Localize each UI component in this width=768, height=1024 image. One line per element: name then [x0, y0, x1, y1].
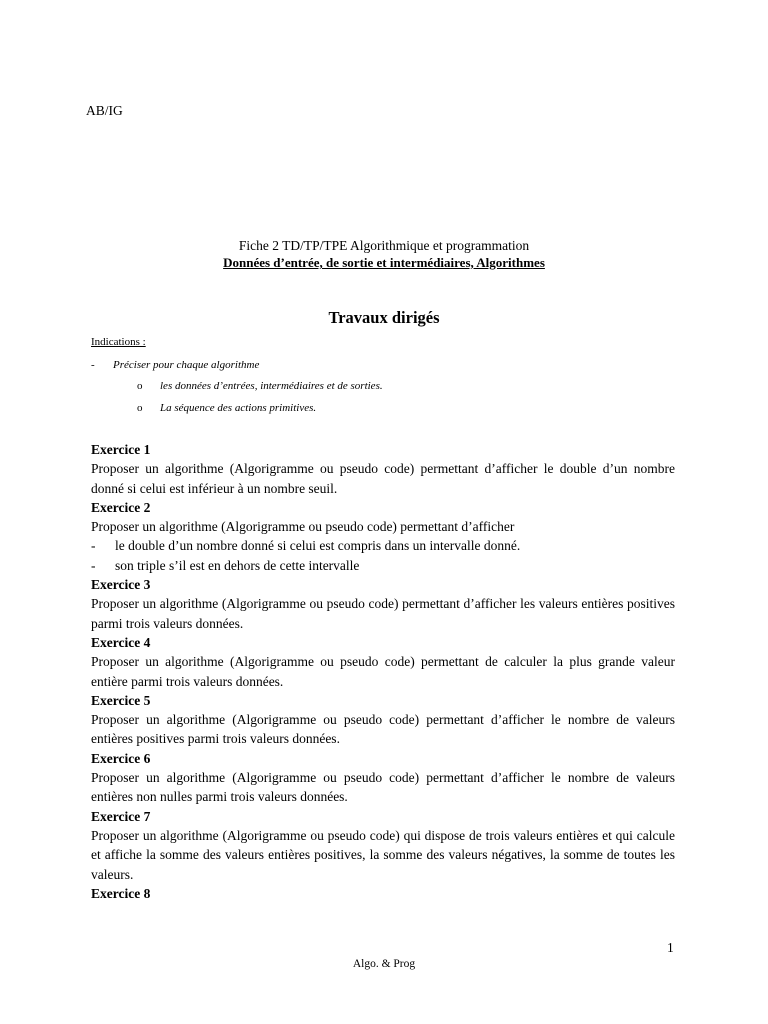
exercise-list-item-text: son triple s’il est en dehors de cette intervalle [115, 557, 360, 573]
indications-sub-item-text: La séquence des actions primitives. [160, 402, 317, 414]
exercise-text: Proposer un algorithme (Algorigramme ou pseudo code) permettant de calculer la plus grande valeur entière parmi trois valeurs données. [91, 654, 675, 689]
fiche-subtitle-text: Données d’entrée, de sortie et intermédiaires, Algorithmes [223, 255, 545, 270]
footer-text: Algo. & Prog [352, 958, 416, 970]
exercise-3 [91, 575, 675, 633]
section-title: Travaux dirigés [328, 308, 440, 327]
exercise-7 [91, 807, 675, 884]
header-code: AB/IG [86, 103, 123, 118]
exercise-list-item-text: le double d’un nombre donné si celui est compris dans un intervalle donné. [115, 538, 521, 554]
circle-bullet-icon: o [137, 402, 143, 414]
exercise-title: Exercice 7 [91, 808, 151, 824]
exercise-text: Proposer un algorithme (Algorigramme ou pseudo code) permettant d’afficher les valeurs entières positives parmi trois valeurs données. [91, 596, 675, 631]
exercise-4 [91, 633, 675, 691]
indications-main-text: Préciser pour chaque algorithme [113, 359, 260, 371]
exercise-6 [91, 749, 675, 807]
indications-label: Indications : [91, 336, 146, 348]
exercise-text: Proposer un algorithme (Algorigramme ou pseudo code) permettant d’afficher [91, 519, 515, 535]
exercise-8 [91, 884, 675, 903]
exercise-title: Exercice 6 [91, 750, 151, 766]
page-number: 1 [667, 940, 674, 955]
indications-main [91, 359, 259, 371]
exercise-list-item [91, 536, 675, 555]
exercise-title: Exercice 3 [91, 577, 151, 593]
exercise-title: Exercice 4 [91, 634, 151, 650]
exercise-text: Proposer un algorithme (Algorigramme ou pseudo code) permettant d’afficher le nombre de valeurs entières positives parmi trois valeurs données. [91, 712, 675, 747]
dash-bullet: - [91, 359, 95, 371]
fiche-title: Fiche 2 TD/TP/TPE Algorithmique et programmation [238, 238, 530, 253]
exercise-2 [91, 498, 675, 575]
dash-bullet: - [91, 538, 96, 554]
exercise-5 [91, 691, 675, 749]
exercise-text: Proposer un algorithme (Algorigramme ou pseudo code) qui dispose de trois valeurs entières et qui calcule et affiche la somme des valeurs entières positives, la somme des valeurs négatives, la somme de toutes les valeurs. [91, 827, 675, 882]
circle-bullet-icon: o [137, 380, 143, 392]
indications-sub-item [137, 402, 316, 414]
exercise-title: Exercice 8 [91, 885, 151, 901]
exercise-text: Proposer un algorithme (Algorigramme ou pseudo code) permettant d’afficher le nombre de valeurs entières non nulles parmi trois valeurs données. [91, 770, 675, 805]
exercise-list-item [91, 556, 675, 575]
exercise-title: Exercice 1 [91, 442, 151, 457]
fiche-subtitle [0, 255, 768, 271]
dash-bullet: - [91, 557, 96, 573]
indications-sub-item [137, 380, 383, 392]
exercise-title: Exercice 5 [91, 692, 151, 708]
exercise-title: Exercice 2 [91, 499, 151, 515]
exercise-list [91, 440, 675, 903]
indications-sub-item-text: les données d’entrées, intermédiaires et de sorties. [160, 380, 383, 392]
exercise-1 [91, 440, 675, 498]
exercise-text: Proposer un algorithme (Algorigramme ou pseudo code) permettant d’afficher le double d’un nombre donné si celui est inférieur à un nombre seuil. [91, 461, 675, 496]
